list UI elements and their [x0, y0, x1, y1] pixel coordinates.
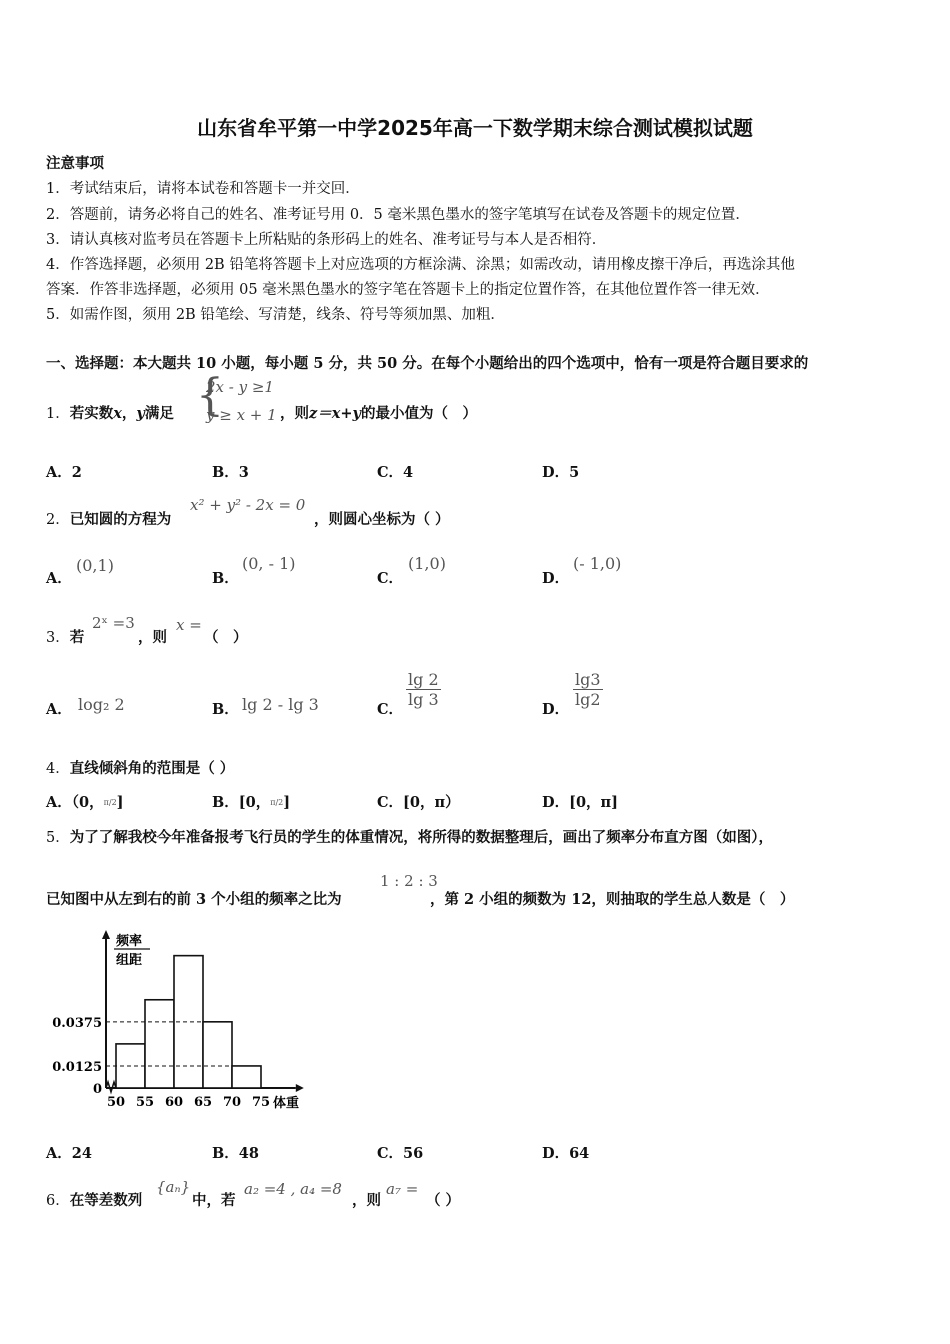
q3-option-c-fraction	[406, 670, 441, 709]
notice-item-5: 5．如需作图，须用 2B 铅笔绘、写清楚，线条、符号等须加黑、加粗．	[46, 307, 505, 323]
x-tick-label-55: 55	[135, 1095, 155, 1110]
q3-mid: ，则	[138, 629, 167, 646]
q3-equation: 2ˣ =3	[92, 614, 135, 632]
histogram-bar-65-70	[203, 1022, 232, 1088]
y-tick-label-0.0125: 0.0125	[52, 1059, 102, 1075]
q3-pre: 若	[69, 629, 85, 646]
q2-option-a-value: (0,1)	[76, 556, 114, 575]
q4-number: 4．	[46, 761, 70, 777]
q5-option-d[interactable]: D．64	[542, 1145, 590, 1162]
q3-d-numerator: lg3	[575, 670, 601, 689]
q4-option-b[interactable]: B．[0，π/2]	[212, 794, 291, 811]
notice-item-4: 4．作答选择题，必须用 2B 铅笔将答题卡上对应选项的方框涂满、涂黑；如需改动，请用橡皮擦干净后，再选涂其他	[46, 257, 795, 273]
q1-post-2: 的最小值为（ ）	[360, 405, 477, 422]
q3-option-d[interactable]: D．	[542, 701, 570, 718]
notice-item-2: 2．答题前，请务必将自己的姓名、准考证号用 0．5 毫米黑色墨水的签字笔填写在试卷及答题卡的规定位置．	[46, 207, 750, 223]
q4-text: 直线倾斜角的范围是（ ）	[69, 760, 235, 777]
question-4	[46, 757, 234, 778]
q1-ineq-1: 2x - y ≥1	[206, 378, 274, 396]
q1-inequality-system	[196, 370, 286, 428]
y-tick-label-0.0375: 0.0375	[52, 1015, 102, 1031]
q6-condition: a₂ =4 , a₄ =8	[244, 1180, 342, 1198]
q3-option-d-fraction	[573, 670, 603, 709]
q6-sequence: {aₙ}	[156, 1178, 191, 1196]
q6-mid-2: ，则	[352, 1192, 381, 1209]
q2-option-b-value: (0, - 1)	[242, 554, 296, 573]
x-tick-label-50: 50	[106, 1095, 126, 1110]
q1-z-expression: z＝x+y	[309, 405, 361, 422]
histogram-bar-70-75	[232, 1066, 261, 1088]
q1-var-y: y	[136, 405, 145, 422]
q3-option-b[interactable]: B．	[212, 701, 239, 718]
q1-tail	[280, 402, 477, 423]
q2-option-c-value: (1,0)	[408, 554, 446, 573]
y-axis-arrow	[102, 930, 110, 939]
q2-equation: x² + y² - 2x = 0	[190, 496, 306, 514]
question-6	[46, 1189, 142, 1210]
q5-option-c[interactable]: C．56	[377, 1145, 424, 1162]
q3-d-denominator: lg2	[575, 690, 601, 709]
q2-option-b[interactable]: B．	[212, 570, 239, 587]
q3-option-b-value: lg 2 - lg 3	[242, 695, 319, 714]
notice-heading: 注意事项	[46, 155, 104, 172]
q1-mid: 满足	[144, 405, 174, 422]
q5-ratio: 1 : 2 : 3	[380, 872, 438, 890]
q2-option-d-value: (- 1,0)	[573, 554, 622, 573]
x-tick-label-75: 75	[251, 1095, 271, 1110]
histogram-chart	[46, 926, 346, 1116]
section-heading: 一、选择题：本大题共 10 小题，每小题 5 分，共 50 分。在每个小题给出的四个选项中，恰有一项是符合题目要求的	[46, 355, 809, 372]
notice-item-4-cont: 答案．作答非选择题，必须用 05 毫米黑色墨水的签字笔在答题卡上的指定位置作答，在其他位置作答一律无效．	[46, 282, 770, 298]
q4-a-frac: π/2	[103, 798, 117, 807]
question-3	[46, 626, 84, 647]
q1-post-1: ，则	[280, 405, 309, 422]
q4-option-d[interactable]: D．[0，π]	[542, 794, 619, 811]
y-tick-label-0: 0	[92, 1082, 102, 1097]
x-tick-label-65: 65	[193, 1095, 213, 1110]
q2-post: ，则圆心坐标为（ ）	[314, 511, 450, 528]
q3-option-c[interactable]: C．	[377, 701, 404, 718]
q3-post: （ ）	[204, 629, 248, 646]
q6-number: 6．	[46, 1193, 70, 1209]
q3-number: 3．	[46, 630, 70, 646]
notice-item-3: 3．请认真核对监考员在答题卡上所粘贴的条形码上的姓名、准考证号与本人是否相符．	[46, 232, 607, 248]
q3-option-a-value: log₂ 2	[78, 695, 125, 714]
q4-option-c[interactable]: C．[0，π）	[377, 794, 460, 811]
x-tick-label-60: 60	[164, 1095, 184, 1110]
q1-option-d[interactable]: D．5	[542, 464, 580, 481]
q5-number: 5．	[46, 830, 70, 846]
q6-mid: 中，若	[192, 1192, 236, 1209]
q3-option-a[interactable]: A．	[46, 701, 72, 718]
q1-option-c[interactable]: C．4	[377, 464, 414, 481]
q4-b-frac: π/2	[270, 798, 284, 807]
q1-brace: {	[196, 370, 224, 421]
histogram-bar-55-60	[145, 1000, 174, 1088]
q4-option-a[interactable]: A．（0，π/2]	[46, 794, 124, 811]
q1-ineq-2: y ≥ x + 1	[206, 406, 277, 424]
q3-c-numerator: lg 2	[408, 670, 439, 689]
page-title: 山东省牟平第一中学2025年高一下数学期末综合测试模拟试题	[197, 116, 753, 140]
q1-option-a[interactable]: A．2	[46, 464, 82, 481]
notice-item-1: 1．考试结束后，请将本试卷和答题卡一并交回．	[46, 181, 360, 197]
q5-line-2-pre: 已知图中从左到右的前 3 个小组的频率之比为	[46, 891, 342, 908]
q6-pre: 在等差数列	[69, 1192, 143, 1209]
q6-post: （ ）	[426, 1192, 461, 1209]
x-axis-label: 体重	[273, 1096, 300, 1111]
q3-x-equals: x =	[176, 616, 202, 634]
q5-line-2-post: ，第 2 小组的频数为 12，则抽取的学生总人数是（ ）	[430, 891, 795, 908]
q2-pre: 已知圆的方程为	[69, 511, 172, 528]
q1-number: 1．	[46, 406, 70, 422]
q2-option-a[interactable]: A．	[46, 570, 72, 587]
q2-number: 2．	[46, 512, 70, 528]
q1-option-b[interactable]: B．3	[212, 464, 249, 481]
question-1	[46, 402, 174, 423]
y-label-top: 频率	[116, 934, 143, 949]
q1-pre: 若实数	[69, 405, 114, 422]
q1-var-x: x	[113, 405, 122, 422]
q5-option-a[interactable]: A．24	[46, 1145, 92, 1162]
x-axis-arrow	[296, 1084, 304, 1092]
q1-comma: ，	[121, 405, 137, 422]
q6-target: a₇ =	[386, 1180, 419, 1198]
q2-option-d[interactable]: D．	[542, 570, 570, 587]
q2-option-c[interactable]: C．	[377, 570, 404, 587]
question-5	[46, 826, 773, 847]
question-2	[46, 508, 171, 529]
q3-c-denominator: lg 3	[408, 690, 439, 709]
x-tick-label-70: 70	[222, 1095, 242, 1110]
y-label-bottom: 组距	[116, 953, 143, 968]
q5-option-b[interactable]: B．48	[212, 1145, 259, 1162]
q5-line-1: 为了了解我校今年准备报考飞行员的学生的体重情况，将所得的数据整理后，画出了频率分布直方图（如图），	[69, 829, 773, 846]
